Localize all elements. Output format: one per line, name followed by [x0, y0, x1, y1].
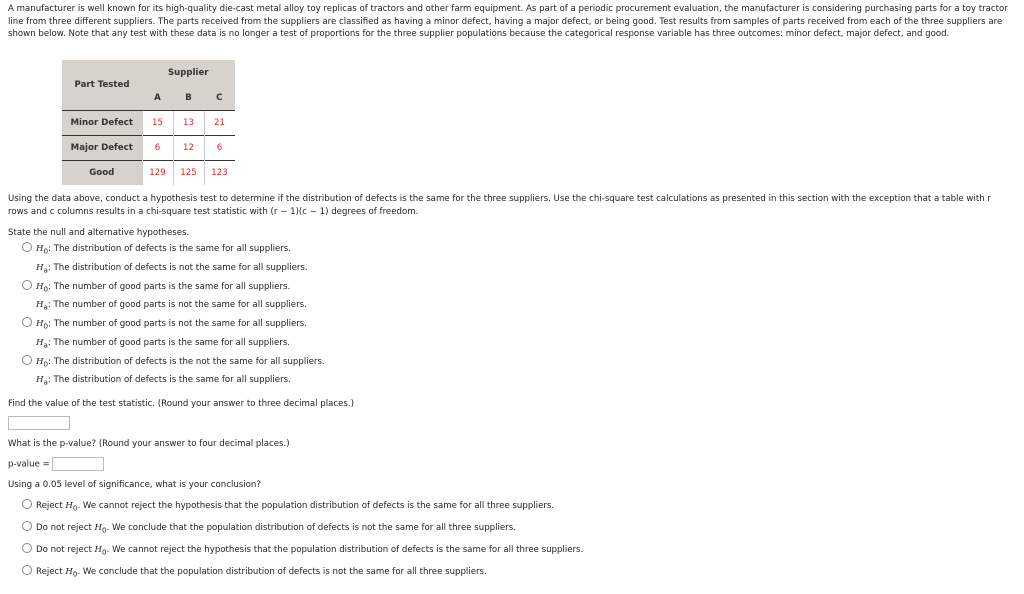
col-a: A: [142, 86, 173, 111]
radio-button[interactable]: [22, 242, 32, 252]
h-subscript: 0: [43, 246, 49, 256]
h-symbol: H: [36, 300, 44, 311]
conclusion-action: Reject: [36, 567, 66, 577]
col-b: B: [173, 86, 204, 111]
hypothesis-option[interactable]: [22, 279, 307, 316]
row-label: Major Defect: [62, 136, 142, 161]
h-symbol: H: [36, 281, 44, 292]
row-label: Good: [62, 161, 142, 186]
radio-button[interactable]: [22, 565, 32, 575]
question-pvalue: What is the p-value? (Round your answer to four decimal places.): [8, 439, 290, 449]
ha-text: : The number of good parts is not the same for all suppliers.: [47, 300, 307, 311]
conclusion-action: Do not reject: [36, 523, 95, 533]
test-statistic-input[interactable]: [8, 416, 70, 430]
h-symbol: H: [36, 356, 44, 367]
row-label: Minor Defect: [62, 111, 142, 136]
h0-text: : The distribution of defects is the same for all suppliers.: [48, 244, 292, 254]
h-subscript: 0: [72, 569, 78, 579]
h0-text: : The number of good parts is not the same for all suppliers.: [48, 319, 308, 329]
h-subscript: 0: [102, 525, 107, 535]
cell: 6: [204, 136, 235, 161]
h-symbol: H: [36, 375, 44, 386]
hypothesis-option[interactable]: [22, 354, 325, 391]
question-conclusion: Using a 0.05 level of significance, what is your conclusion?: [8, 480, 261, 490]
h-subscript: 0: [43, 284, 49, 294]
cell: 12: [173, 136, 204, 161]
conclusion-option[interactable]: [22, 542, 583, 561]
h-subscript: a: [43, 340, 48, 350]
h0-text: : The distribution of defects is the not the same for all suppliers.: [48, 356, 325, 367]
conclusion-action: Reject: [36, 501, 66, 511]
conclusion-option[interactable]: [22, 564, 487, 583]
col-group: Supplier: [142, 60, 235, 86]
pvalue-input[interactable]: [52, 457, 104, 471]
ha-text: : The number of good parts is the same for all suppliers.: [47, 337, 291, 348]
h-subscript: 0: [72, 503, 78, 513]
cell: 15: [142, 111, 173, 136]
question-test-statistic: Find the value of the test statistic. (Round your answer to three decimal places.): [8, 399, 354, 409]
conclusion-action: Do not reject: [36, 545, 95, 555]
cell: 125: [173, 161, 204, 186]
cell: 123: [204, 161, 235, 186]
h-symbol: H: [65, 567, 73, 577]
radio-button[interactable]: [22, 317, 32, 327]
row-header: Part Tested: [62, 60, 142, 111]
h0-text: : The number of good parts is the same for all suppliers.: [48, 281, 291, 292]
h-subscript: 0: [102, 547, 107, 557]
question-hypotheses: State the null and alternative hypotheses.: [8, 228, 190, 238]
conclusion-option[interactable]: [22, 520, 516, 539]
radio-button[interactable]: [22, 280, 32, 290]
h-symbol: H: [36, 244, 44, 254]
col-c: C: [204, 86, 235, 111]
data-table: [62, 60, 235, 185]
instruction: Using the data above, conduct a hypothesis test to determine if the distribution of defects is the same for the three suppliers. Use the chi-square test calculations as presented in this section with the exception that a table with r rows and c columns results in a chi-square test statistic with (r − 1)(c − 1) degrees of freedom.: [8, 194, 991, 217]
h-symbol: H: [36, 262, 44, 273]
h-symbol: H: [94, 523, 103, 533]
cell: 6: [142, 136, 173, 161]
h-symbol: H: [36, 319, 44, 329]
h-symbol: H: [36, 337, 44, 348]
radio-button[interactable]: [22, 499, 32, 509]
radio-button[interactable]: [22, 521, 32, 531]
ha-text: : The distribution of defects is not the same for all suppliers.: [47, 262, 308, 273]
h-subscript: 0: [43, 359, 49, 369]
conclusion-text: . We conclude that the population distribution of defects is not the same for all three suppliers.: [106, 523, 516, 533]
cell: 129: [142, 161, 173, 186]
h-subscript: 0: [43, 321, 49, 331]
h-subscript: a: [43, 265, 48, 275]
conclusion-text: . We conclude that the population distribution of defects is not the same for all three suppliers.: [77, 567, 487, 577]
radio-button[interactable]: [22, 355, 32, 365]
problem-intro: A manufacturer is well known for its high-quality die-cast metal alloy toy replicas of tractors and other farm equipment. As part of a periodic procurement evaluation, the manufacturer is considering purchasing parts for a toy tractor line from three different suppliers. The parts received from the suppliers are classified as having a minor defect, having a major defect, or being good. Test results from samples of parts received from each of the three suppliers are shown below. Note that any test with these data is no longer a test of proportions for the three supplier populations because the categorical response variable has three outcomes: minor defect, major defect, and good.: [8, 4, 1008, 39]
h-symbol: H: [94, 545, 103, 555]
h-subscript: a: [43, 377, 48, 387]
hypothesis-option[interactable]: [22, 241, 308, 278]
ha-text: : The distribution of defects is the same for all suppliers.: [47, 375, 291, 386]
pvalue-label: p-value =: [8, 459, 50, 470]
conclusion-text: . We cannot reject the hypothesis that the population distribution of defects is the same for all three suppliers.: [77, 501, 555, 511]
cell: 21: [204, 111, 235, 136]
radio-button[interactable]: [22, 543, 32, 553]
conclusion-text: . We cannot reject the hypothesis that the population distribution of defects is the same for all three suppliers.: [106, 545, 584, 555]
hypothesis-option[interactable]: [22, 316, 307, 353]
cell: 13: [173, 111, 204, 136]
conclusion-option[interactable]: [22, 498, 554, 517]
h-symbol: H: [65, 501, 73, 511]
h-subscript: a: [43, 302, 48, 312]
